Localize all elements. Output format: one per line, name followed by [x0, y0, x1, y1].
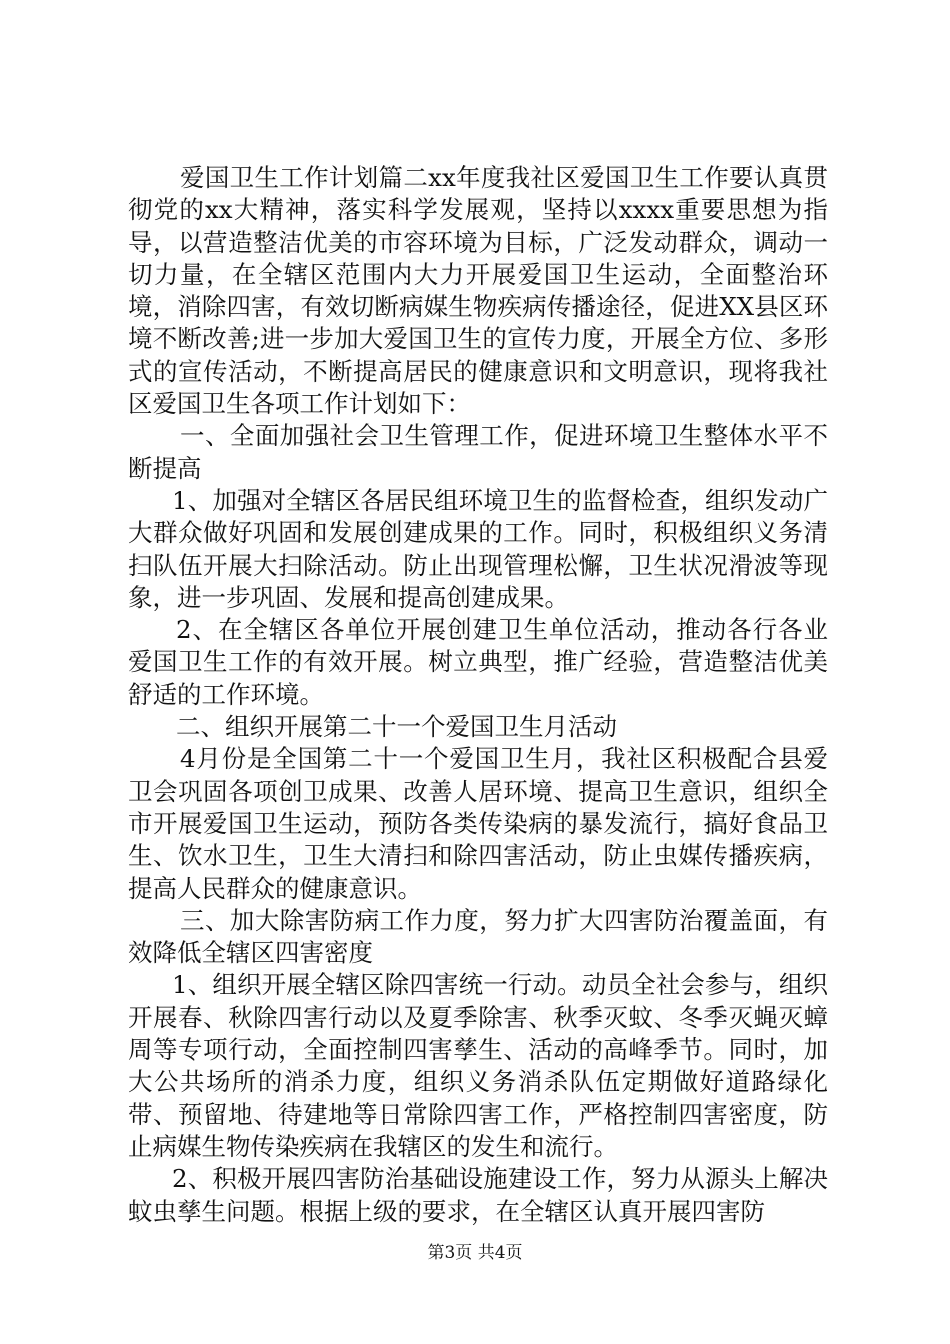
section-2-body: 4月份是全国第二十一个爱国卫生月，我社区积极配合县爱卫会巩固各项创卫成果、改善人居环境、提高卫生意识，组织全市开展爱国卫生运动，预防各类传染病的暴发流行，搞好食品卫生、饮水卫生，卫生大清扫和除四害活动，防止虫媒传播疾病，提高人民群众的健康意识。 [128, 744, 828, 903]
document-body [128, 162, 828, 1228]
page-footer: 第3页 共4页 [427, 1243, 523, 1263]
section-heading-3: 三、加大除害防病工作力度，努力扩大四害防治覆盖面，有效降低全辖区四害密度 [128, 905, 828, 968]
section-1-item-1: 1、加强对全辖区各居民组环境卫生的监督检查，组织发动广大群众做好巩固和发展创建成果的工作。同时，积极组织义务清扫队伍开展大扫除活动。防止出现管理松懈，卫生状况滑波等现象，进一步巩固、发展和提高创建成果。 [128, 485, 828, 612]
section-heading-1: 一、全面加强社会卫生管理工作，促进环境卫生整体水平不断提高 [128, 421, 828, 483]
section-heading-2: 二、组织开展第二十一个爱国卫生月活动 [176, 712, 617, 742]
section-1-item-2: 2、在全辖区各单位开展创建卫生单位活动，推动各行各业爱国卫生工作的有效开展。树立典型，推广经验，营造整洁优美舒适的工作环境。 [128, 615, 828, 709]
intro-paragraph: 爱国卫生工作计划篇二xx年度我社区爱国卫生工作要认真贯彻党的xx大精神，落实科学发展观，坚持以xxxx重要思想为指导，以营造整洁优美的市容环境为目标，广泛发动群众，调动一切力量，在全辖区范围内大力开展爱国卫生运动，全面整治环境，消除四害，有效切断病媒生物疾病传播途径，促进XX县区环境不断改善;进一步加大爱国卫生的宣传力度，开展全方位、多形式的宣传活动，不断提高居民的健康意识和文明意识，现将我社区爱国卫生各项工作计划如下： [128, 163, 828, 419]
section-3-item-2: 2、积极开展四害防治基础设施建设工作，努力从源头上解决蚊虫孳生问题。根据上级的要求，在全辖区认真开展四害防 [128, 1164, 828, 1226]
section-3-item-1: 1、组织开展全辖区除四害统一行动。动员全社会参与，组织开展春、秋除四害行动以及夏季除害、秋季灭蚊、冬季灭蝇灭蟑周等专项行动，全面控制四害孳生、活动的高峰季节。同时，加大公共场所的消杀力度，组织义务消杀队伍定期做好道路绿化带、预留地、待建地等日常除四害工作，严格控制四害密度，防止病媒生物传染疾病在我辖区的发生和流行。 [128, 970, 828, 1161]
